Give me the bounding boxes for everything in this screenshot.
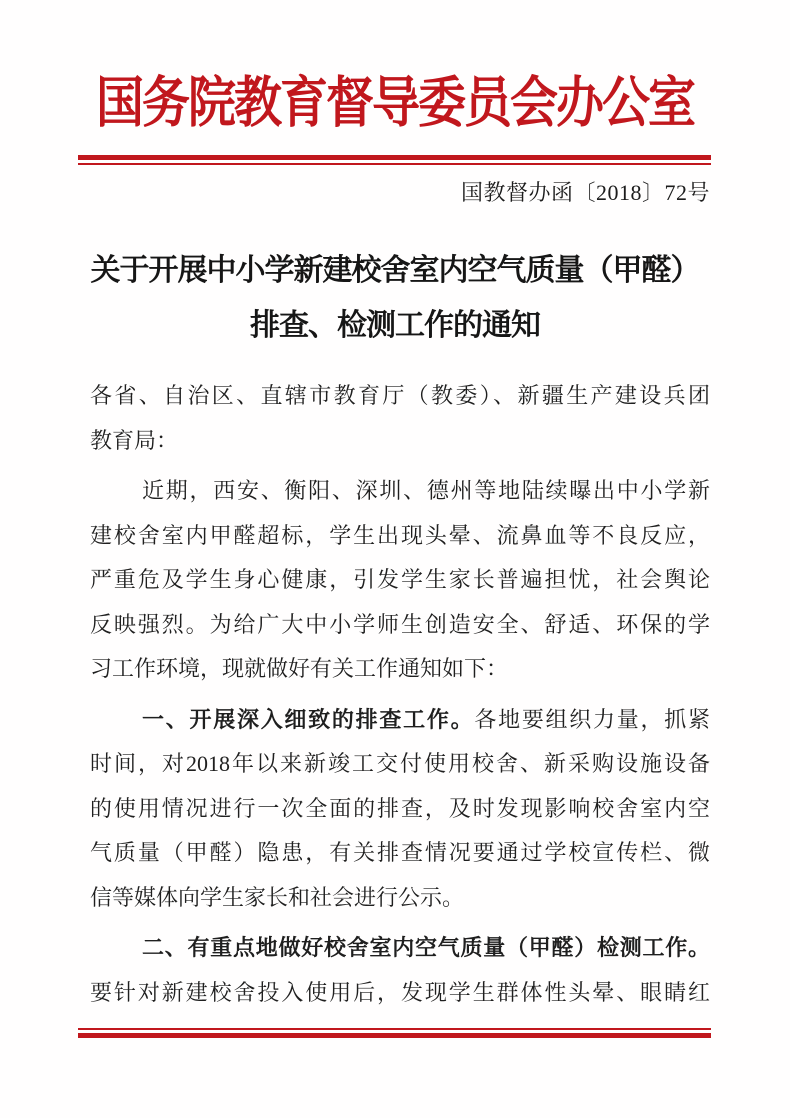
red-rule-top-thick: [78, 155, 711, 160]
body-line: [90, 742, 710, 787]
body-line: [90, 603, 710, 648]
body-line: [90, 558, 710, 603]
body-line-text: 信等媒体向学生家长和社会进行公示。: [90, 884, 465, 910]
body-line-text: 建校舍室内甲醛超标，学生出现头晕、流鼻血等不良反应，: [90, 522, 710, 548]
body-line: [90, 831, 710, 876]
body-line-section-2: [90, 926, 710, 971]
body-line-text: 各省、自治区、直辖市教育厅（教委）、新疆生产建设兵团: [90, 383, 710, 408]
body-line-text: 近期，西安、衡阳、深圳、德州等地陆续曝出中小学新: [142, 478, 710, 503]
body-line-text: 气质量（甲醛）隐患，有关排查情况要通过学校宣传栏、微: [90, 840, 710, 865]
body-line: [90, 514, 710, 559]
body-line-text: 教育局：: [90, 427, 179, 453]
body-line-text: 严重危及学生身心健康，引发学生家长普遍担忧，社会舆论: [90, 567, 710, 592]
document-title: [0, 243, 790, 353]
body-line-text: 反映强烈。为给广大中小学师生创造安全、舒适、环保的学: [90, 611, 710, 637]
doc-number: 国教督办函〔2018〕72号: [460, 180, 710, 205]
letterhead-org-name: 国务院教育督导委员会办公室: [95, 72, 694, 134]
document-title-line2: 排查、检测工作的通知: [250, 309, 540, 342]
red-rule-bottom-thick: [78, 1033, 711, 1038]
red-rule-bottom-thin: [78, 1028, 711, 1030]
document-title-line1: 关于开展中小学新建校舍室内空气质量（甲醛）: [90, 254, 700, 287]
body-line: [90, 469, 710, 514]
body-line: [90, 971, 710, 1016]
body-line-text: 的使用情况进行一次全面的排查，及时发现影响校舍室内空: [90, 795, 710, 821]
body-line-text: 时间，对2018年以来新竣工交付使用校舍、新采购设施设备: [90, 751, 710, 776]
body-line: [90, 787, 710, 832]
red-rule-top-thin: [78, 163, 711, 165]
body-line-addressee: [90, 419, 710, 464]
body-line-bold: 二、有重点地做好校舍室内空气质量（甲醛）检测工作。: [142, 935, 710, 960]
body-line-addressee: [90, 374, 710, 419]
body-line-bold: 一、开展深入细致的排查工作。: [142, 706, 475, 732]
body-line-text: 习工作环境，现就做好有关工作通知如下：: [90, 656, 509, 681]
body-line: [90, 647, 710, 692]
body-line: [90, 876, 710, 921]
body-line-section-1: [90, 698, 710, 743]
body-line-text: 各地要组织力量，抓紧: [474, 706, 710, 732]
body-line-text: 要针对新建校舍投入使用后，发现学生群体性头晕、眼睛红: [90, 979, 710, 1005]
document-body: [90, 374, 710, 1015]
